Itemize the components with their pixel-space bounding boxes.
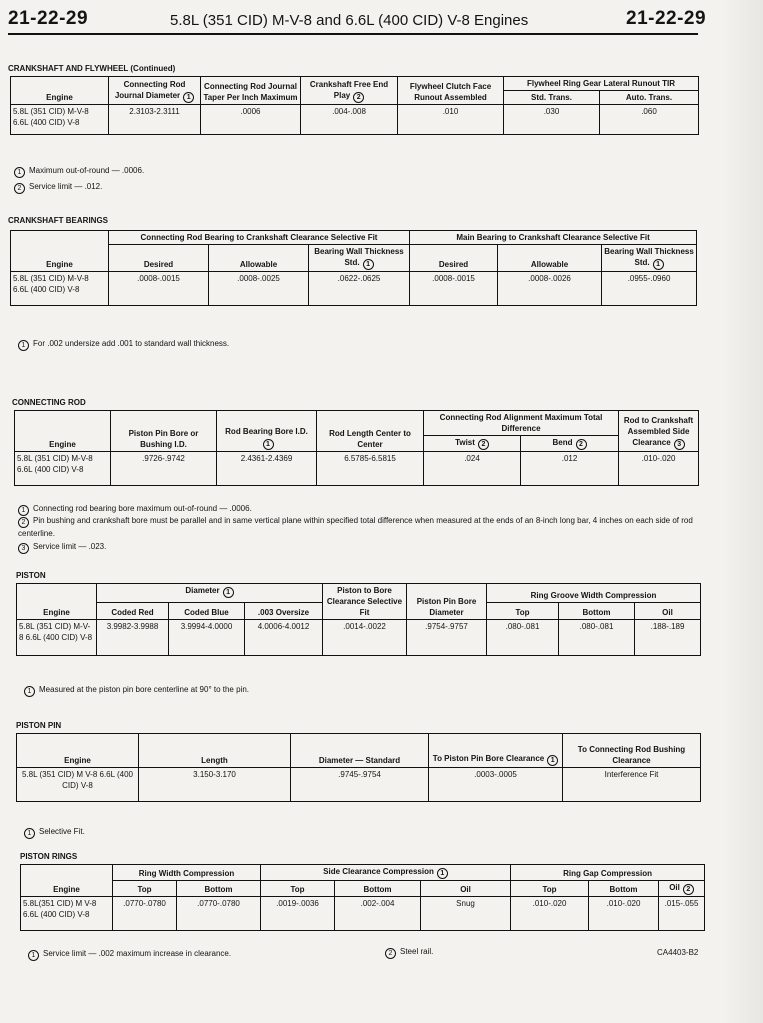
section-title-crankshaft: CRANKSHAFT AND FLYWHEEL (Continued) xyxy=(8,64,176,73)
cell-bottom: .080-.081 xyxy=(559,620,635,656)
cell-clutch-runout: .010 xyxy=(398,105,504,135)
header-engine: Engine xyxy=(11,77,109,105)
header-engine: Engine xyxy=(17,584,97,620)
footnote-1: 1 Maximum out-of-round — .0006. xyxy=(14,165,144,178)
cell-engine: 5.8L (351 CID) M-V-8 6.6L (400 CID) V-8 xyxy=(17,620,97,656)
header-taper: Connecting Rod Journal Taper Per Inch Maximum xyxy=(201,77,301,105)
cell-engine: 5.8L (351 CID) M V-8 6.6L (400 CID) V-8 xyxy=(17,768,139,802)
header-clutch-runout: Flywheel Clutch Face Runout Assembled xyxy=(398,77,504,105)
header-side-oil: Oil xyxy=(421,881,511,897)
cell-gap-top: .010-.020 xyxy=(511,897,589,931)
page-number-right: 21-22-29 xyxy=(626,8,707,29)
header-width-top: Top xyxy=(113,881,177,897)
cell-length: 3.150-3.170 xyxy=(139,768,291,802)
header-wall-thickness: Bearing Wall Thickness Std. 1 xyxy=(309,245,410,272)
header-gap-top: Top xyxy=(511,881,589,897)
cell-twist: .024 xyxy=(424,452,521,486)
header-side-clearance: Side Clearance Compression 1 xyxy=(261,865,511,881)
crankshaft-table xyxy=(10,76,699,135)
footnote-2: 2 Pin bushing and crankshaft bore must be parallel and in same vertical plane within specified total difference when measured at the ends of an 8-inch long bar, 4 inches on each side of rod centerline. xyxy=(18,516,693,538)
header-bottom: Bottom xyxy=(559,603,635,620)
cell-main-wall: .0955-.0960 xyxy=(602,272,697,306)
header-cr-diameter: Connecting Rod Journal Diameter 1 xyxy=(109,77,201,105)
cell-engine: 5.8L (351 CID) M-V-8 6.6L (400 CID) V-8 xyxy=(15,452,111,486)
cell-rod-length: 6.5785-6.5815 xyxy=(317,452,424,486)
header-to-piston: To Piston Pin Bore Clearance 1 xyxy=(429,734,563,768)
header-allowable-main: Allowable xyxy=(498,245,602,272)
header-width-bottom: Bottom xyxy=(177,881,261,897)
header-pin-bore: Piston Pin Bore Diameter xyxy=(407,584,487,620)
header-side-clearance: Rod to Crankshaft Assembled Side Clearance 3 xyxy=(619,411,699,452)
cell-side-oil: Snug xyxy=(421,897,511,931)
header-desired: Desired xyxy=(109,245,209,272)
cell-to-rod: Interference Fit xyxy=(563,768,701,802)
cell-pin-bore: .9726-.9742 xyxy=(111,452,217,486)
header-endplay: Crankshaft Free End Play 2 xyxy=(301,77,398,105)
header-engine: Engine xyxy=(15,411,111,452)
section-title-piston-pin: PISTON PIN xyxy=(16,721,62,730)
header-gap-bottom: Bottom xyxy=(589,881,659,897)
cell-std-trans: .030 xyxy=(504,105,600,135)
piston-rings-table xyxy=(20,864,705,931)
figure-code: CA4403-B2 xyxy=(657,948,699,957)
header-ring-width: Ring Width Compression xyxy=(113,865,261,881)
section-title-bearings: CRANKSHAFT BEARINGS xyxy=(8,216,108,225)
connecting-rod-table xyxy=(14,410,699,486)
footnote-2: 2 Service limit — .012. xyxy=(14,181,102,194)
footnote-1: 1 For .002 undersize add .001 to standard wall thickness. xyxy=(18,338,229,351)
cell-taper: .0006 xyxy=(201,105,301,135)
header-ring-groove: Ring Groove Width Compression xyxy=(487,584,701,603)
footnote-1: 1 Connecting rod bearing bore maximum out-of-round — .0006. xyxy=(18,503,252,516)
cell-oil: .188-.189 xyxy=(635,620,701,656)
header-rod-length: Rod Length Center to Center xyxy=(317,411,424,452)
cell-main-allowable: .0008-.0026 xyxy=(498,272,602,306)
header-side-top: Top xyxy=(261,881,335,897)
section-title-connecting-rod: CONNECTING ROD xyxy=(12,398,86,407)
header-oil: Oil xyxy=(635,603,701,620)
cell-gap-bottom: .010-.020 xyxy=(589,897,659,931)
cell-side-clearance: .010-.020 xyxy=(619,452,699,486)
header-length: Length xyxy=(139,734,291,768)
header-oversize: .003 Oversize xyxy=(245,603,323,620)
cell-auto-trans: .060 xyxy=(600,105,699,135)
header-desired-main: Desired xyxy=(410,245,498,272)
header-bend: Bend 2 xyxy=(521,436,619,452)
cell-main-desired: .0008-.0015 xyxy=(410,272,498,306)
cell-engine: 5.8L (351 CID) M-V-8 6.6L (400 CID) V-8 xyxy=(11,105,109,135)
header-allowable: Allowable xyxy=(209,245,309,272)
header-bore-clearance: Piston to Bore Clearance Selective Fit xyxy=(323,584,407,620)
cell-pin-bore: .9754-.9757 xyxy=(407,620,487,656)
header-cr-bearing-group: Connecting Rod Bearing to Crankshaft Clearance Selective Fit xyxy=(109,231,410,245)
cell-cr-allowable: .0008-.0025 xyxy=(209,272,309,306)
page-number-left: 21-22-29 xyxy=(8,8,89,29)
page-title: 5.8L (351 CID) M-V-8 and 6.6L (400 CID) V-8 Engines xyxy=(170,12,529,29)
footnote-2: 2 Steel rail. xyxy=(385,946,433,959)
footnote-3: 3 Service limit — .023. xyxy=(18,541,106,554)
piston-table xyxy=(16,583,701,656)
section-title-piston-rings: PISTON RINGS xyxy=(20,852,78,861)
header-coded-red: Coded Red xyxy=(97,603,169,620)
header-alignment: Connecting Rod Alignment Maximum Total Difference xyxy=(424,411,619,436)
header-pin-bore: Piston Pin Bore or Bushing I.D. xyxy=(111,411,217,452)
cell-cr-desired: .0008-.0015 xyxy=(109,272,209,306)
cell-diameter: .9745-.9754 xyxy=(291,768,429,802)
cell-side-top: .0019-.0036 xyxy=(261,897,335,931)
footnote-1: 1 Service limit — .002 maximum increase in clearance. xyxy=(28,948,231,961)
header-diameter: Diameter — Standard xyxy=(291,734,429,768)
cell-top: .080-.081 xyxy=(487,620,559,656)
header-std-trans: Std. Trans. xyxy=(504,91,600,105)
cell-cr-diameter: 2.3103-2.3111 xyxy=(109,105,201,135)
header-rule xyxy=(8,33,698,35)
header-coded-blue: Coded Blue xyxy=(169,603,245,620)
cell-engine: 5.8L(351 CID) M V-8 6.6L (400 CID) V-8 xyxy=(21,897,113,931)
header-twist: Twist 2 xyxy=(424,436,521,452)
cell-cr-wall: .0622-.0625 xyxy=(309,272,410,306)
header-top: Top xyxy=(487,603,559,620)
header-engine: Engine xyxy=(21,865,113,897)
footnote-1: 1 Selective Fit. xyxy=(24,826,85,839)
cell-width-bottom: .0770-.0780 xyxy=(177,897,261,931)
cell-engine: 5.8L (351 CID) M-V-8 6.6L (400 CID) V-8 xyxy=(11,272,109,306)
header-ring-gap: Ring Gap Compression xyxy=(511,865,705,881)
header-rod-bearing-bore: Rod Bearing Bore I.D.1 xyxy=(217,411,317,452)
footnote-1: 1 Measured at the piston pin bore centerline at 90° to the pin. xyxy=(24,684,249,697)
header-auto-trans: Auto. Trans. xyxy=(600,91,699,105)
header-wall-thickness-main: Bearing Wall Thickness Std. 1 xyxy=(602,245,697,272)
header-side-bottom: Bottom xyxy=(335,881,421,897)
cell-coded-blue: 3.9994-4.0000 xyxy=(169,620,245,656)
cell-gap-oil: .015-.055 xyxy=(659,897,705,931)
header-diameter: Diameter 1 xyxy=(97,584,323,603)
cell-endplay: .004-.008 xyxy=(301,105,398,135)
header-main-bearing-group: Main Bearing to Crankshaft Clearance Selective Fit xyxy=(410,231,697,245)
cell-side-bottom: .002-.004 xyxy=(335,897,421,931)
header-to-rod: To Connecting Rod Bushing Clearance xyxy=(563,734,701,768)
cell-coded-red: 3.9982-3.9988 xyxy=(97,620,169,656)
cell-rod-bearing-bore: 2.4361-2.4369 xyxy=(217,452,317,486)
piston-pin-table xyxy=(16,733,701,802)
cell-bore-clearance: .0014-.0022 xyxy=(323,620,407,656)
header-ring-gear: Flywheel Ring Gear Lateral Runout TIR xyxy=(504,77,699,91)
header-engine: Engine xyxy=(11,231,109,272)
page-edge-shading xyxy=(723,0,763,1023)
cell-to-piston: .0003-.0005 xyxy=(429,768,563,802)
header-engine: Engine xyxy=(17,734,139,768)
cell-bend: .012 xyxy=(521,452,619,486)
cell-width-top: .0770-.0780 xyxy=(113,897,177,931)
header-gap-oil: Oil 2 xyxy=(659,881,705,897)
bearings-table xyxy=(10,230,697,306)
cell-oversize: 4.0006-4.0012 xyxy=(245,620,323,656)
section-title-piston: PISTON xyxy=(16,571,46,580)
